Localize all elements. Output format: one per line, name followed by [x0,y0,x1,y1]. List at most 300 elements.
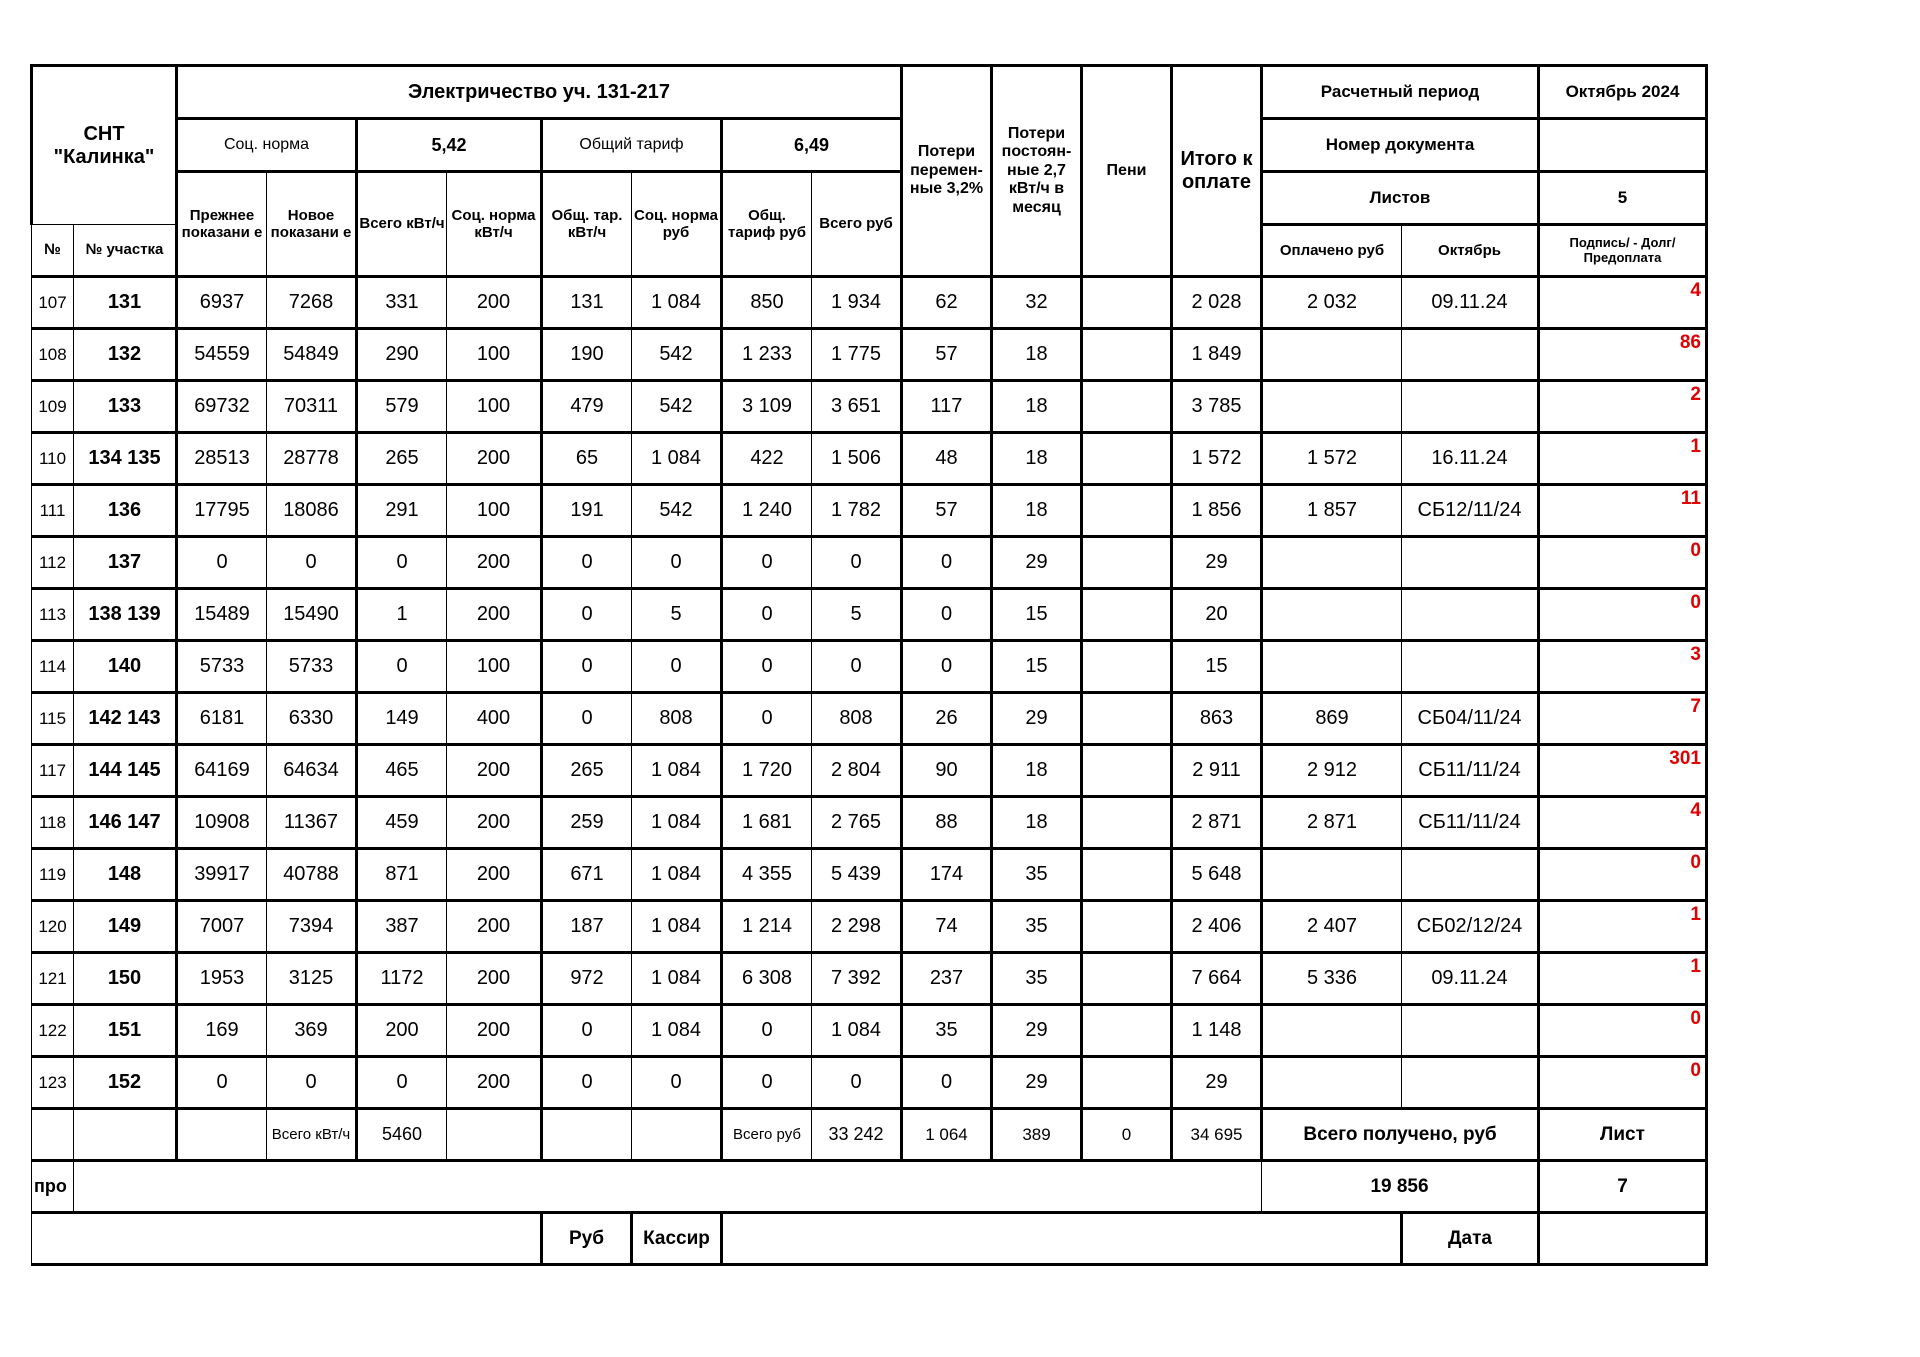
row-new-reading: 28778 [267,433,357,485]
row-number: 108 [32,329,74,381]
row-const-loss: 15 [992,641,1082,693]
row-social-kwh: 200 [447,1005,542,1057]
row-pay-date: СБ12/11/24 [1402,485,1539,537]
row-plot: 132 [74,329,177,381]
col-signature: Подпись/ - Долг/Предоплата [1539,225,1707,277]
row-total-kwh: 871 [357,849,447,901]
doc-number-label: Номер документа [1262,119,1539,172]
sheet-value: 7 [1539,1161,1707,1213]
col-total-rub: Всего руб [812,172,902,277]
row-plot: 146 147 [74,797,177,849]
row-social-kwh: 200 [447,797,542,849]
row-new-reading: 40788 [267,849,357,901]
row-number: 109 [32,381,74,433]
row-var-loss: 174 [902,849,992,901]
row-total-kwh: 290 [357,329,447,381]
row-total-kwh: 387 [357,901,447,953]
sheet-title: Электричество уч. 131-217 [177,66,902,119]
row-social-rub: 1 084 [632,953,722,1005]
row-social-rub: 0 [632,641,722,693]
row-var-loss: 0 [902,537,992,589]
row-const-loss: 29 [992,693,1082,745]
row-var-loss: 90 [902,745,992,797]
row-number: 113 [32,589,74,641]
row-general-rub: 1 233 [722,329,812,381]
social-norm-label: Соц. норма [177,119,357,172]
row-penalty [1082,589,1172,641]
row-total-due: 20 [1172,589,1262,641]
row-prev-reading: 15489 [177,589,267,641]
row-var-loss: 0 [902,1057,992,1109]
row-total-due: 29 [1172,537,1262,589]
row-penalty [1082,693,1172,745]
row-signature: 1 [1539,901,1707,953]
row-general-rub: 0 [722,1005,812,1057]
row-total-kwh: 1172 [357,953,447,1005]
row-plot: 144 145 [74,745,177,797]
footer-date-field [1539,1213,1707,1265]
row-paid: 2 407 [1262,901,1402,953]
row-prev-reading: 7007 [177,901,267,953]
row-const-loss: 15 [992,589,1082,641]
row-paid: 869 [1262,693,1402,745]
row-social-kwh: 200 [447,1057,542,1109]
row-new-reading: 0 [267,537,357,589]
col-social-kwh: Соц. норма кВт/ч [447,172,542,277]
sheets-label: Листов [1262,172,1539,225]
row-total-rub: 5 [812,589,902,641]
row-total-due: 863 [1172,693,1262,745]
row-pay-date: СБ11/11/24 [1402,797,1539,849]
row-const-loss: 29 [992,1057,1082,1109]
row-social-rub: 1 084 [632,433,722,485]
row-number: 120 [32,901,74,953]
table-row [32,589,1707,641]
row-new-reading: 6330 [267,693,357,745]
row-var-loss: 88 [902,797,992,849]
row-social-rub: 1 084 [632,901,722,953]
org-name-line2: "Калинка" [53,145,155,168]
row-penalty [1082,381,1172,433]
row-total-rub: 5 439 [812,849,902,901]
row-new-reading: 7268 [267,277,357,329]
row-pay-date [1402,1057,1539,1109]
row-social-rub: 1 084 [632,1005,722,1057]
row-prev-reading: 1953 [177,953,267,1005]
row-paid [1262,537,1402,589]
row-general-kwh: 190 [542,329,632,381]
row-paid: 2 912 [1262,745,1402,797]
row-const-loss: 35 [992,953,1082,1005]
row-total-kwh: 0 [357,641,447,693]
row-plot: 131 [74,277,177,329]
row-total-due: 15 [1172,641,1262,693]
row-new-reading: 0 [267,1057,357,1109]
row-paid: 2 871 [1262,797,1402,849]
col-paid: Оплачено руб [1262,225,1402,277]
footer-cashier-label: Кассир [632,1213,722,1265]
totals-blank-3 [177,1109,267,1161]
row-general-kwh: 0 [542,641,632,693]
row-const-loss: 18 [992,745,1082,797]
row-total-due: 1 856 [1172,485,1262,537]
row-social-kwh: 200 [447,953,542,1005]
row-total-rub: 1 084 [812,1005,902,1057]
row-paid: 5 336 [1262,953,1402,1005]
row-pay-date: СБ02/12/24 [1402,901,1539,953]
row-total-due: 7 664 [1172,953,1262,1005]
row-prev-reading: 6181 [177,693,267,745]
row-plot: 150 [74,953,177,1005]
row-general-rub: 1 720 [722,745,812,797]
table-row [32,901,1707,953]
col-month: Октябрь [1402,225,1539,277]
row-signature: 1 [1539,953,1707,1005]
row-total-rub: 2 765 [812,797,902,849]
row-new-reading: 64634 [267,745,357,797]
col-general-rub: Общ. тариф руб [722,172,812,277]
row-social-kwh: 100 [447,381,542,433]
social-norm-value: 5,42 [357,119,542,172]
row-paid [1262,849,1402,901]
row-pay-date [1402,1005,1539,1057]
row-total-rub: 1 782 [812,485,902,537]
totals-blank-4 [447,1109,542,1161]
row-total-due: 1 148 [1172,1005,1262,1057]
row-plot: 137 [74,537,177,589]
row-signature: 3 [1539,641,1707,693]
totals-const-loss: 389 [992,1109,1082,1161]
col-total-kwh: Всего кВт/ч [357,172,447,277]
row-number: 121 [32,953,74,1005]
row-var-loss: 0 [902,589,992,641]
row-pay-date: СБ11/11/24 [1402,745,1539,797]
row-signature: 11 [1539,485,1707,537]
row-social-kwh: 100 [447,485,542,537]
row-pay-date [1402,329,1539,381]
row-total-rub: 808 [812,693,902,745]
row-signature: 0 [1539,537,1707,589]
row-total-kwh: 331 [357,277,447,329]
row-const-loss: 18 [992,433,1082,485]
row-total-kwh: 1 [357,589,447,641]
row-paid: 1 572 [1262,433,1402,485]
row-plot: 140 [74,641,177,693]
row-const-loss: 18 [992,329,1082,381]
row-total-rub: 2 298 [812,901,902,953]
row-social-rub: 0 [632,1057,722,1109]
row-total-kwh: 265 [357,433,447,485]
row-penalty [1082,277,1172,329]
row-social-kwh: 200 [447,589,542,641]
row-prev-reading: 69732 [177,381,267,433]
row-general-rub: 1 240 [722,485,812,537]
row-general-kwh: 0 [542,537,632,589]
row-pay-date [1402,589,1539,641]
totals-rub-value: 33 242 [812,1109,902,1161]
table-row [32,693,1707,745]
period-value: Октябрь 2024 [1539,66,1707,119]
row-social-kwh: 200 [447,901,542,953]
row-penalty [1082,797,1172,849]
totals-kwh-value: 5460 [357,1109,447,1161]
row-penalty [1082,745,1172,797]
row-paid [1262,381,1402,433]
row-total-kwh: 465 [357,745,447,797]
row-number: 115 [32,693,74,745]
row-plot: 148 [74,849,177,901]
totals-blank-5 [542,1109,632,1161]
row-paid [1262,1057,1402,1109]
col-number: № [32,225,74,277]
row-number: 122 [32,1005,74,1057]
row-total-kwh: 200 [357,1005,447,1057]
row-social-kwh: 400 [447,693,542,745]
row-var-loss: 57 [902,485,992,537]
row-prev-reading: 6937 [177,277,267,329]
table-row [32,381,1707,433]
totals-blank-6 [632,1109,722,1161]
row-signature: 301 [1539,745,1707,797]
table-row [32,849,1707,901]
row-general-kwh: 0 [542,693,632,745]
row-penalty [1082,901,1172,953]
row-total-rub: 1 934 [812,277,902,329]
row-total-kwh: 459 [357,797,447,849]
row-total-due: 2 406 [1172,901,1262,953]
row-number: 117 [32,745,74,797]
data-rows [32,277,1707,1109]
row-general-kwh: 131 [542,277,632,329]
row-pay-date [1402,849,1539,901]
row-signature: 2 [1539,381,1707,433]
row-total-due: 1 849 [1172,329,1262,381]
row-paid: 1 857 [1262,485,1402,537]
row-number: 114 [32,641,74,693]
col-const-loss: Потери постоян- ные 2,7 кВт/ч в месяц [992,66,1082,277]
row-general-rub: 4 355 [722,849,812,901]
row-social-rub: 542 [632,329,722,381]
general-tariff-label: Общий тариф [542,119,722,172]
row-plot: 152 [74,1057,177,1109]
row-const-loss: 35 [992,901,1082,953]
row-general-rub: 0 [722,641,812,693]
row-signature: 86 [1539,329,1707,381]
row-general-rub: 0 [722,537,812,589]
row-prev-reading: 0 [177,1057,267,1109]
row-penalty [1082,485,1172,537]
row-social-rub: 0 [632,537,722,589]
received-value: 19 856 [1262,1161,1539,1213]
electricity-statement [30,64,1708,1266]
footer-rub-label: Руб [542,1213,632,1265]
row-plot: 142 143 [74,693,177,745]
totals-penalty: 0 [1082,1109,1172,1161]
row-general-rub: 850 [722,277,812,329]
row-penalty [1082,537,1172,589]
pro-blank [74,1161,1262,1213]
row-number: 119 [32,849,74,901]
row-signature: 0 [1539,1005,1707,1057]
row-social-rub: 808 [632,693,722,745]
row-number: 118 [32,797,74,849]
row-total-due: 2 911 [1172,745,1262,797]
row-const-loss: 32 [992,277,1082,329]
row-social-kwh: 200 [447,849,542,901]
col-var-loss: Потери перемен- ные 3,2% [902,66,992,277]
row-penalty [1082,1005,1172,1057]
col-social-rub: Соц. норма руб [632,172,722,277]
row-total-rub: 2 804 [812,745,902,797]
row-const-loss: 18 [992,797,1082,849]
org-name [32,66,177,225]
row-total-rub: 0 [812,1057,902,1109]
row-general-rub: 0 [722,693,812,745]
table-row [32,537,1707,589]
row-prev-reading: 169 [177,1005,267,1057]
row-general-kwh: 191 [542,485,632,537]
row-plot: 149 [74,901,177,953]
row-signature: 0 [1539,589,1707,641]
row-signature: 0 [1539,1057,1707,1109]
row-total-kwh: 291 [357,485,447,537]
row-penalty [1082,329,1172,381]
row-var-loss: 117 [902,381,992,433]
row-penalty [1082,953,1172,1005]
row-social-kwh: 200 [447,745,542,797]
table-row [32,329,1707,381]
row-social-rub: 542 [632,381,722,433]
col-penalty: Пени [1082,66,1172,277]
row-pay-date [1402,381,1539,433]
period-label: Расчетный период [1262,66,1539,119]
row-paid [1262,641,1402,693]
row-new-reading: 11367 [267,797,357,849]
row-general-rub: 1 681 [722,797,812,849]
footer-date-label: Дата [1402,1213,1539,1265]
row-paid [1262,589,1402,641]
row-prev-reading: 10908 [177,797,267,849]
row-pay-date: СБ04/11/24 [1402,693,1539,745]
row-total-kwh: 149 [357,693,447,745]
row-pay-date [1402,537,1539,589]
row-var-loss: 62 [902,277,992,329]
row-var-loss: 35 [902,1005,992,1057]
row-total-kwh: 0 [357,537,447,589]
row-social-kwh: 100 [447,641,542,693]
row-general-kwh: 265 [542,745,632,797]
table-row [32,485,1707,537]
row-general-kwh: 0 [542,589,632,641]
col-total-due: Итого к оплате [1172,66,1262,277]
row-new-reading: 369 [267,1005,357,1057]
table-row [32,745,1707,797]
row-signature: 1 [1539,433,1707,485]
row-total-kwh: 0 [357,1057,447,1109]
col-plot: № участка [74,225,177,277]
table-row [32,641,1707,693]
row-prev-reading: 64169 [177,745,267,797]
table-row [32,797,1707,849]
row-total-due: 29 [1172,1057,1262,1109]
col-prev-reading: Прежнее показани е [177,172,267,277]
row-general-kwh: 65 [542,433,632,485]
row-new-reading: 18086 [267,485,357,537]
row-var-loss: 74 [902,901,992,953]
row-const-loss: 18 [992,485,1082,537]
row-prev-reading: 28513 [177,433,267,485]
totals-due: 34 695 [1172,1109,1262,1161]
row-social-kwh: 200 [447,277,542,329]
row-social-rub: 1 084 [632,797,722,849]
table-row [32,1005,1707,1057]
row-new-reading: 15490 [267,589,357,641]
row-total-rub: 1 775 [812,329,902,381]
totals-blank-2 [74,1109,177,1161]
totals-blank-1 [32,1109,74,1161]
general-tariff-value: 6,49 [722,119,902,172]
row-total-rub: 0 [812,641,902,693]
col-general-kwh: Общ. тар. кВт/ч [542,172,632,277]
row-social-rub: 542 [632,485,722,537]
row-general-kwh: 0 [542,1005,632,1057]
row-pay-date: 09.11.24 [1402,277,1539,329]
row-paid [1262,1005,1402,1057]
row-total-due: 2 028 [1172,277,1262,329]
row-const-loss: 35 [992,849,1082,901]
row-const-loss: 18 [992,381,1082,433]
row-plot: 138 139 [74,589,177,641]
row-number: 112 [32,537,74,589]
row-pay-date [1402,641,1539,693]
row-prev-reading: 5733 [177,641,267,693]
row-signature: 4 [1539,277,1707,329]
row-general-rub: 1 214 [722,901,812,953]
row-const-loss: 29 [992,537,1082,589]
row-new-reading: 7394 [267,901,357,953]
row-number: 123 [32,1057,74,1109]
row-paid: 2 032 [1262,277,1402,329]
row-number: 110 [32,433,74,485]
row-var-loss: 48 [902,433,992,485]
row-penalty [1082,1057,1172,1109]
row-plot: 136 [74,485,177,537]
row-var-loss: 237 [902,953,992,1005]
row-general-rub: 3 109 [722,381,812,433]
row-var-loss: 57 [902,329,992,381]
row-total-due: 3 785 [1172,381,1262,433]
row-total-due: 5 648 [1172,849,1262,901]
row-signature: 0 [1539,849,1707,901]
row-general-rub: 422 [722,433,812,485]
row-pay-date: 16.11.24 [1402,433,1539,485]
statement-table [30,64,1708,1266]
row-total-rub: 3 651 [812,381,902,433]
row-general-kwh: 259 [542,797,632,849]
footer-blank-1 [32,1213,542,1265]
row-total-due: 1 572 [1172,433,1262,485]
row-social-rub: 1 084 [632,849,722,901]
row-social-rub: 5 [632,589,722,641]
row-total-rub: 0 [812,537,902,589]
row-total-kwh: 579 [357,381,447,433]
table-row [32,433,1707,485]
row-total-rub: 1 506 [812,433,902,485]
totals-var-loss: 1 064 [902,1109,992,1161]
row-general-kwh: 671 [542,849,632,901]
row-new-reading: 54849 [267,329,357,381]
row-total-rub: 7 392 [812,953,902,1005]
